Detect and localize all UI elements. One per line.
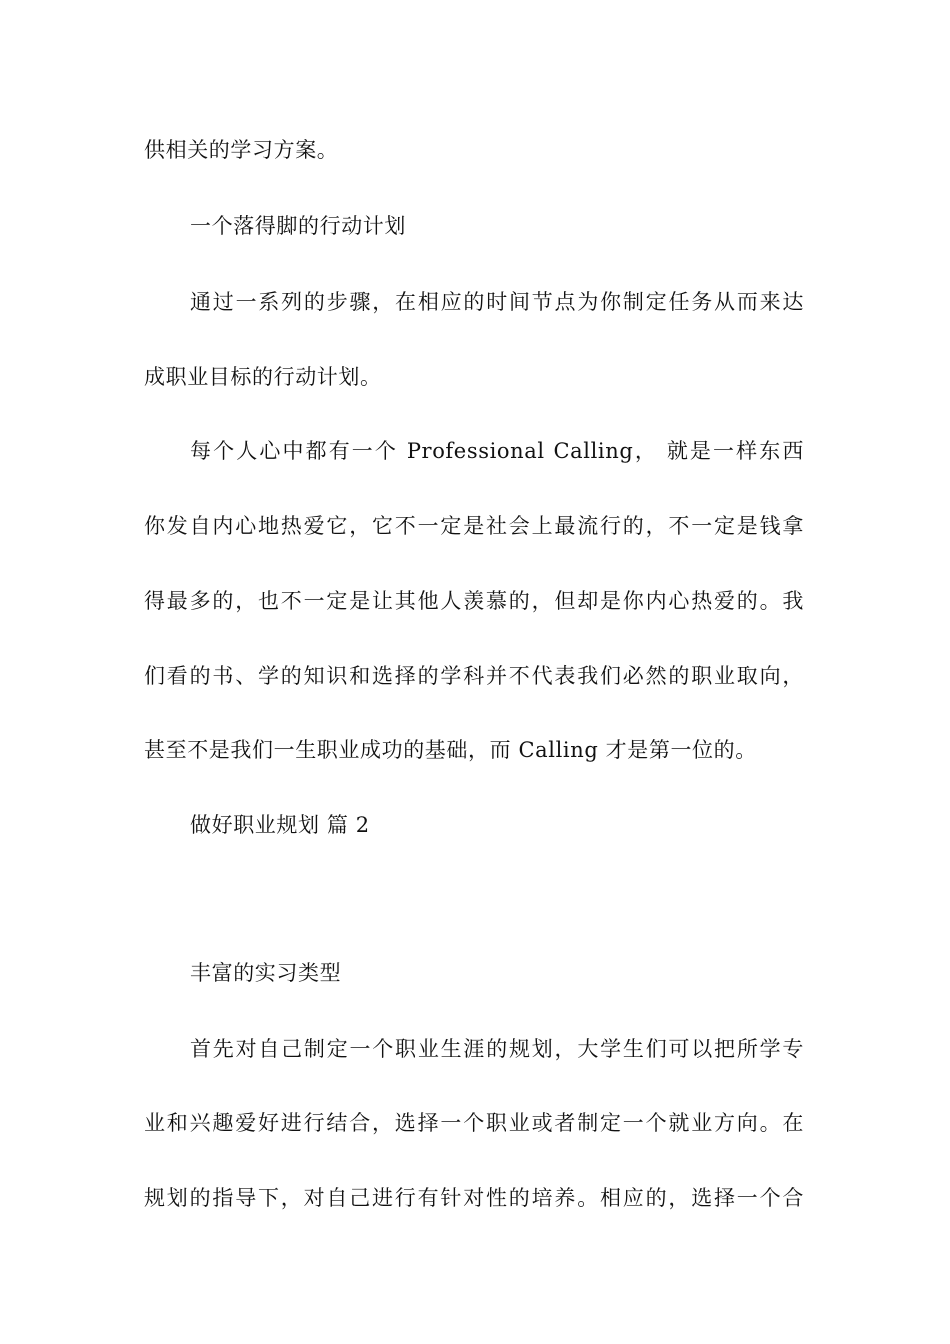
section-heading: 一个落得脚的行动计划 <box>190 214 406 238</box>
text-line: 得最多的，也不一定是让其他人羡慕的，但却是你内心热爱的。我 <box>144 589 804 613</box>
text-line: 首先对自己制定一个职业生涯的规划，大学生们可以把所学专 <box>190 1037 804 1061</box>
text-line: 通过一系列的步骤，在相应的时间节点为你制定任务从而来达 <box>190 290 804 314</box>
text-line: 甚至不是我们一生职业成功的基础，而 Calling 才是第一位的。 <box>144 738 757 762</box>
text-line: 规划的指导下，对自己进行有针对性的培养。相应的，选择一个合 <box>144 1186 804 1210</box>
text-line: 每个人心中都有一个 Professional Calling， 就是一样东西 <box>190 439 804 463</box>
text-line: 业和兴趣爱好进行结合，选择一个职业或者制定一个就业方向。在 <box>144 1111 804 1135</box>
text-line: 你发自内心地热爱它，它不一定是社会上最流行的，不一定是钱拿 <box>144 514 804 538</box>
section-heading: 做好职业规划 篇 2 <box>190 813 370 837</box>
text-line: 供相关的学习方案。 <box>144 138 339 162</box>
text-line: 们看的书、学的知识和选择的学科并不代表我们必然的职业取向， <box>144 664 804 688</box>
section-heading: 丰富的实习类型 <box>190 961 342 985</box>
text-line: 成职业目标的行动计划。 <box>144 365 382 389</box>
